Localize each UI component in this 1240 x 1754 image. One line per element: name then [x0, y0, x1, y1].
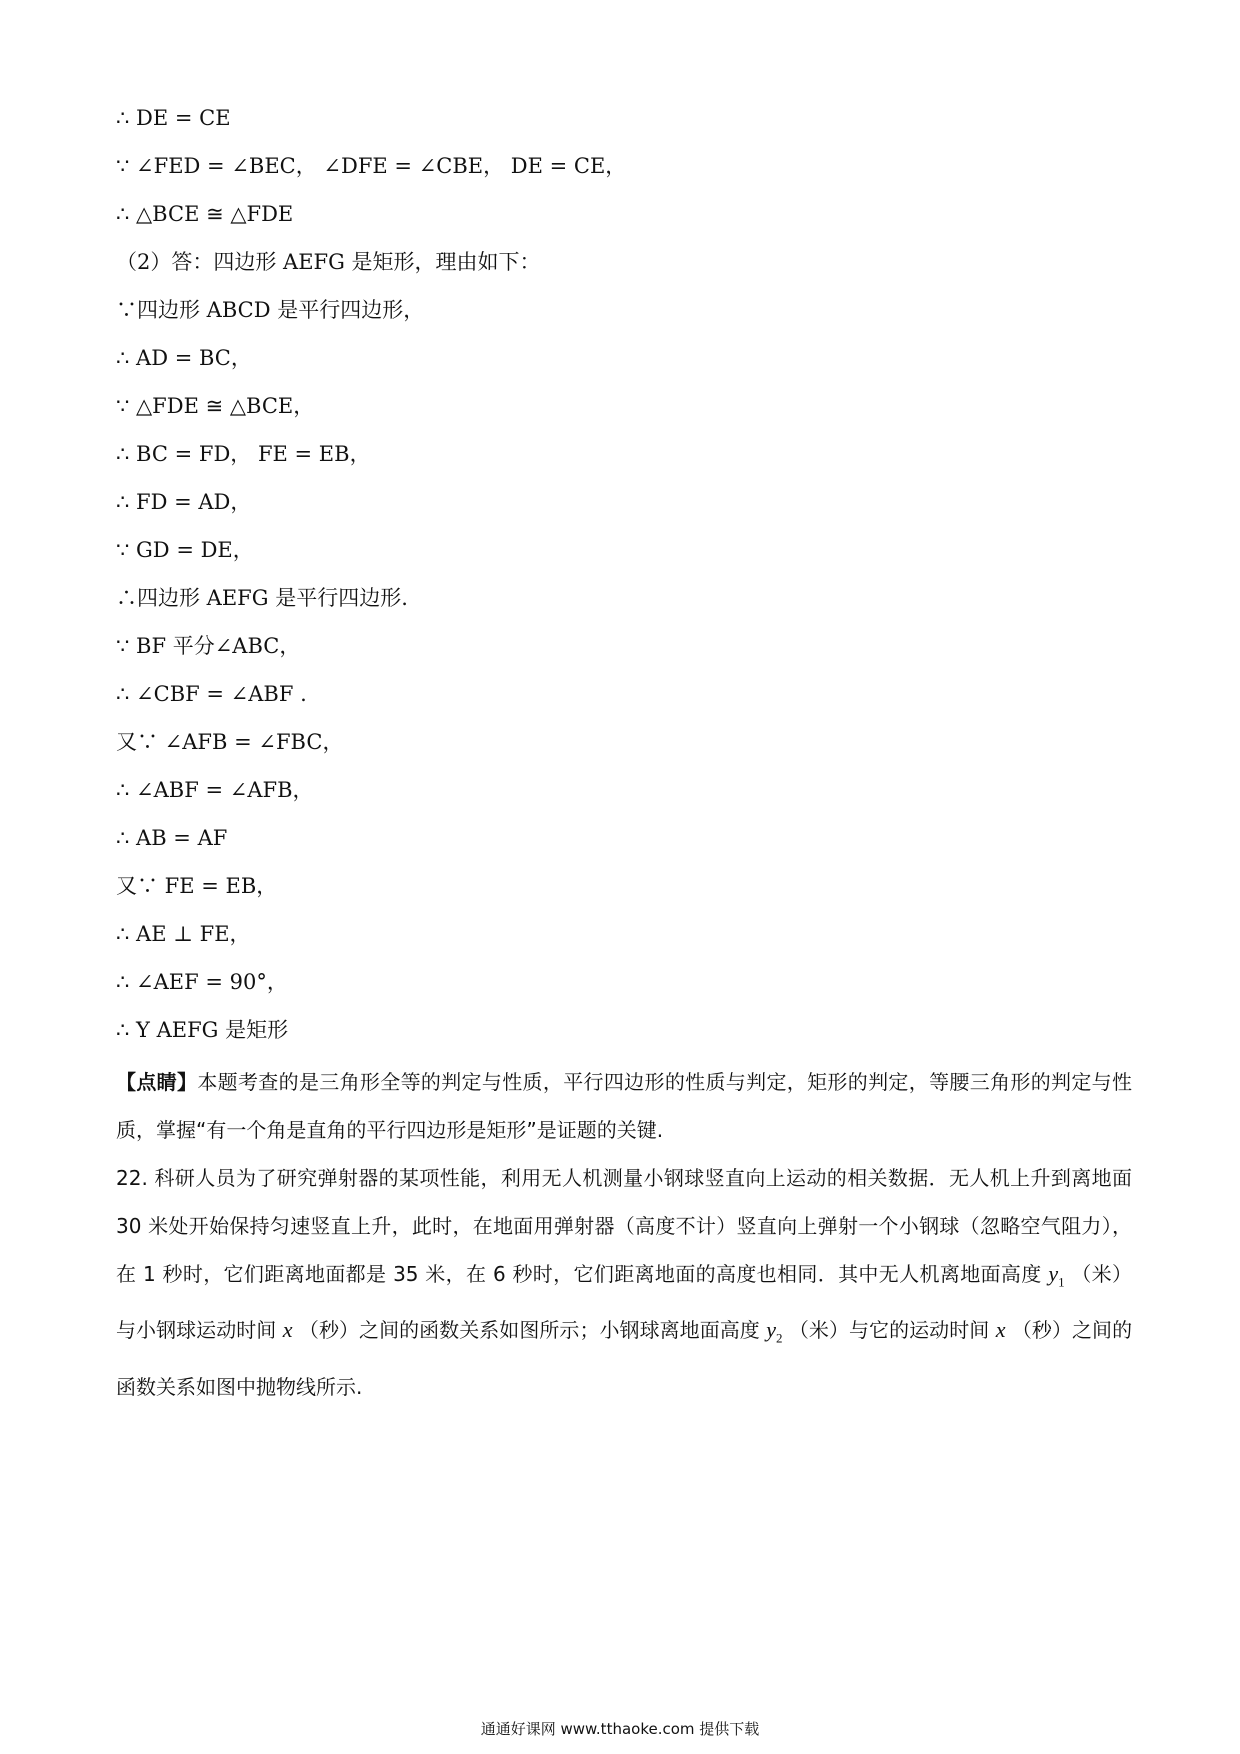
- problem-number: 22.: [116, 1166, 148, 1190]
- proof-line-6: ∴ AD = BC，: [116, 346, 252, 370]
- commentary-paragraph: [116, 1058, 1132, 1154]
- variable-y1: $y_1$: [1048, 1261, 1065, 1290]
- problem-text-part1: 科研人员为了研究弹射器的某项性能，利用无人机测量小钢球竖直向上运动的相关数据．无人机上升到离地面 30 米处开始保持匀速竖直上升，此时，在地面用弹射器（高度不计）竖直向上弹射一个小钢球（忽略空气阻力），在 1 秒时，它们距离地面都是 35 米，在 6 秒时，它们距离地面的高度也相同．其中无人机离地面高度: [116, 1166, 1133, 1286]
- proof-line-14: 又∵ ∠AFB = ∠FBC，: [116, 730, 344, 754]
- proof-line-17: 又∵ FE = EB，: [116, 874, 278, 898]
- proof-line-16: ∴ AB = AF: [116, 826, 228, 850]
- subscript-1: 1: [1058, 1274, 1065, 1290]
- proof-line-8: ∴ BC = FD， FE = EB，: [116, 442, 371, 466]
- proof-line-5: ∵四边形 ABCD 是平行四边形，: [116, 298, 425, 322]
- problem-text-part4: （米）与它的运动时间: [788, 1318, 990, 1343]
- proof-line-13: ∴ ∠CBF = ∠ABF .: [116, 682, 307, 706]
- page-footer: [0, 1718, 1240, 1739]
- proof-line-7: ∵ △FDE ≅ △BCE，: [116, 394, 315, 418]
- problem-text-part2: （米）与小钢球运动时间: [116, 1262, 1133, 1343]
- problem-text-part3: （秒）之间的函数关系如图所示；小钢球离地面高度: [298, 1318, 760, 1343]
- proof-line-4: （2）答：四边形 AEFG 是矩形，理由如下：: [116, 250, 541, 274]
- commentary-label: 【点睛】: [116, 1070, 198, 1094]
- proof-line-11: ∴四边形 AEFG 是平行四边形.: [116, 586, 408, 610]
- proof-line-18: ∴ AE ⊥ FE，: [116, 922, 251, 946]
- proof-line-15: ∴ ∠ABF = ∠AFB，: [116, 778, 314, 802]
- proof-line-2: ∵ ∠FED = ∠BEC， ∠DFE = ∠CBE， DE = CE，: [116, 154, 627, 178]
- proof-line-10: ∵ GD = DE，: [116, 538, 254, 562]
- variable-y2: $y_2$: [766, 1317, 783, 1346]
- subscript-2: 2: [775, 1330, 783, 1346]
- proof-line-3: ∴ △BCE ≅ △FDE: [116, 202, 294, 226]
- problem-22-paragraph: [116, 1154, 1132, 1411]
- footer-text[interactable]: 通通好课网 www.tthaoke.com 提供下载: [480, 1720, 760, 1738]
- variable-x-2: x: [995, 1317, 1006, 1343]
- proof-line-12: ∵ BF 平分∠ABC，: [116, 634, 301, 658]
- proof-line-9: ∴ FD = AD，: [116, 490, 252, 514]
- problem-text-part5: （秒）之间的函数关系如图中抛物线所示.: [116, 1318, 1133, 1399]
- proof-line-19: ∴ ∠AEF = 90°，: [116, 970, 288, 994]
- commentary-text: 本题考查的是三角形全等的判定与性质，平行四边形的性质与判定，矩形的判定，等腰三角形的判定与性质，掌握“有一个角是直角的平行四边形是矩形”是证题的关键.: [116, 1070, 1133, 1142]
- proof-line-1: ∴ DE = CE: [116, 106, 231, 130]
- proof-line-20: ∴ Y AEFG 是矩形: [116, 1018, 289, 1042]
- variable-x: x: [282, 1317, 293, 1343]
